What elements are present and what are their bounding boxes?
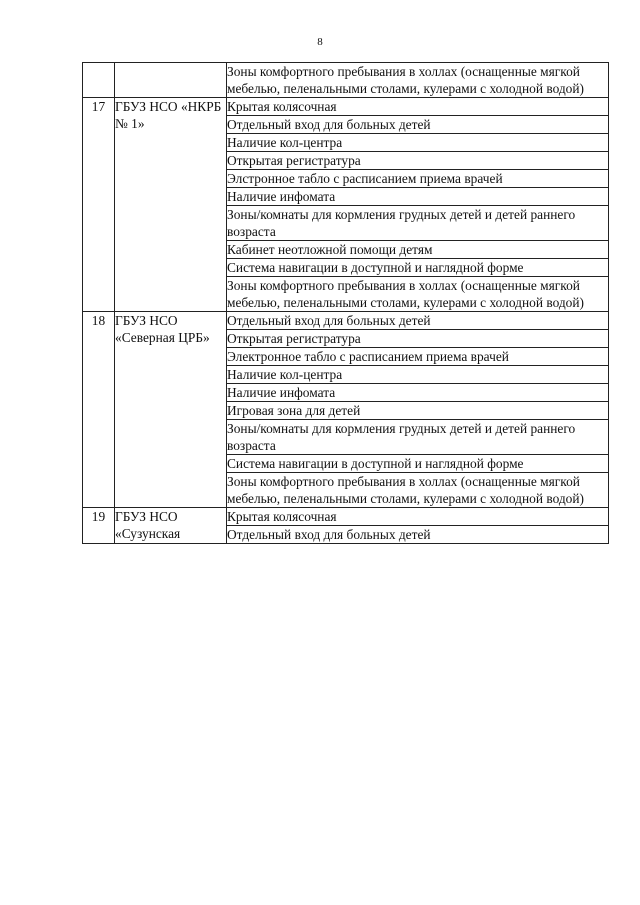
feature-cell: Электронное табло с расписанием приема врачей <box>227 348 609 366</box>
feature-cell: Крытая колясочная <box>227 508 609 526</box>
feature-cell: Система навигации в доступной и наглядной форме <box>227 259 609 277</box>
table-row <box>83 508 609 526</box>
row-number <box>83 63 115 98</box>
table-row <box>83 312 609 330</box>
feature-cell: Отдельный вход для больных детей <box>227 526 609 544</box>
feature-cell: Элстронное табло с расписанием приема врачей <box>227 170 609 188</box>
row-number: 18 <box>83 312 115 508</box>
table-row <box>83 98 609 116</box>
organization-name: ГБУЗ НСО «Северная ЦРБ» <box>115 312 227 508</box>
facilities-table <box>82 62 609 544</box>
feature-cell: Кабинет неотложной помощи детям <box>227 241 609 259</box>
facilities-table-body <box>83 63 609 544</box>
feature-cell: Крытая колясочная <box>227 98 609 116</box>
feature-cell: Отдельный вход для больных детей <box>227 312 609 330</box>
row-number: 19 <box>83 508 115 544</box>
feature-cell: Открытая регистратура <box>227 330 609 348</box>
feature-cell: Наличие кол-центра <box>227 134 609 152</box>
feature-cell: Зоны комфортного пребывания в холлах (оснащенные мягкой мебелью, пеленальными столами, кулерами с холодной водой) <box>227 63 609 98</box>
organization-name: ГБУЗ НСО «Сузунская <box>115 508 227 544</box>
feature-cell: Зоны комфортного пребывания в холлах (оснащенные мягкой мебелью, пеленальными столами, кулерами с холодной водой) <box>227 277 609 312</box>
feature-cell: Наличие кол-центра <box>227 366 609 384</box>
feature-cell: Игровая зона для детей <box>227 402 609 420</box>
feature-cell: Зоны/комнаты для кормления грудных детей и детей раннего возраста <box>227 420 609 455</box>
feature-cell: Зоны комфортного пребывания в холлах (оснащенные мягкой мебелью, пеленальными столами, кулерами с холодной водой) <box>227 473 609 508</box>
organization-name: ГБУЗ НСО «НКРБ № 1» <box>115 98 227 312</box>
feature-cell: Система навигации в доступной и наглядной форме <box>227 455 609 473</box>
page-number: 8 <box>317 36 323 48</box>
table-row <box>83 63 609 98</box>
feature-cell: Отдельный вход для больных детей <box>227 116 609 134</box>
organization-name <box>115 63 227 98</box>
feature-cell: Зоны/комнаты для кормления грудных детей и детей раннего возраста <box>227 206 609 241</box>
row-number: 17 <box>83 98 115 312</box>
feature-cell: Наличие инфомата <box>227 188 609 206</box>
feature-cell: Наличие инфомата <box>227 384 609 402</box>
feature-cell: Открытая регистратура <box>227 152 609 170</box>
